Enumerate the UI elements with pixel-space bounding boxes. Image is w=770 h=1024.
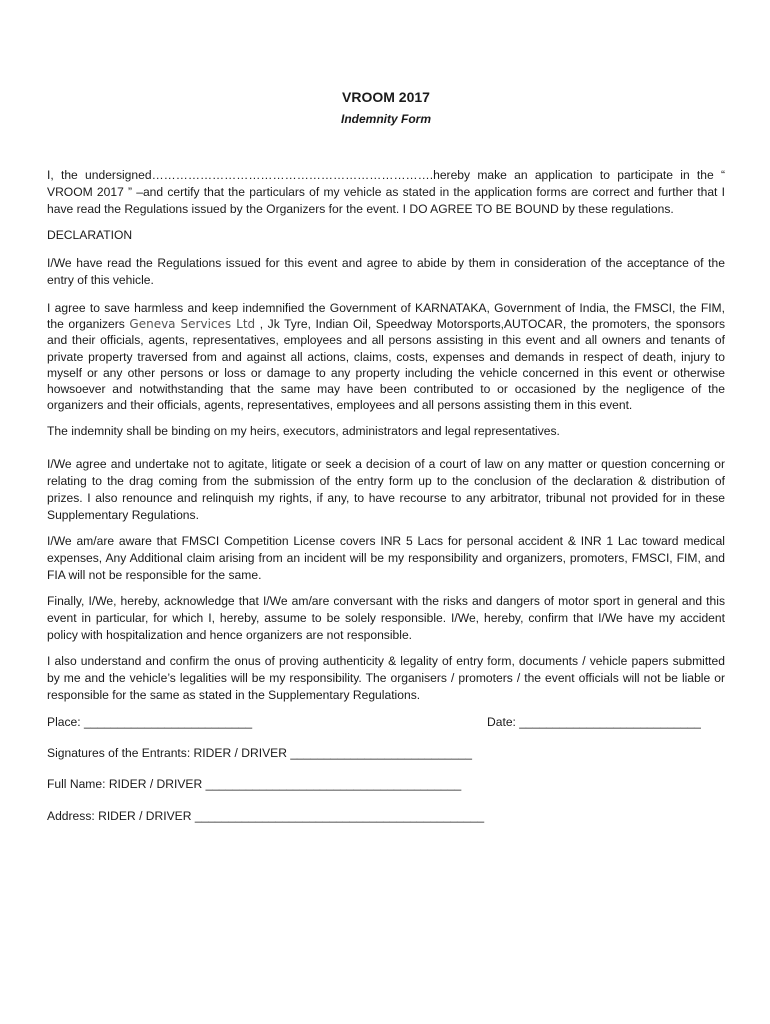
indemnity-form-page bbox=[47, 88, 725, 825]
authenticity-paragraph: I also understand and confirm the onus of proving authenticity & legality of entry form, documents / vehicle papers submitted by me and the vehicle’s legalities will be my responsibility. The organisers / promoters / the event officials will not be liable or responsible for the same as stated in the Supplementary Regulations. bbox=[47, 654, 725, 703]
risk-acknowledgement-paragraph: Finally, I/We, hereby, acknowledge that I/We am/are conversant with the risks and dangers of motor sport in general and this event in particular, for which I, hereby, assume to be solely responsible. I/We, hereby, confirm that I/We have my accident policy with hospitalization and hence organizers are not responsible. bbox=[47, 594, 725, 643]
organizer-name: Geneva Services Ltd bbox=[129, 317, 256, 332]
intro-paragraph: I, the undersigned…………………………………………………………….hereby make an application to participate in the “ VROOM 2017 ” –and certify that the particulars of my vehicle as stated in the application forms are correct and further that I have read the Regulations issued by the Organizers for the event. I DO AGREE TO BE BOUND by these regulations. bbox=[47, 168, 725, 216]
license-coverage-paragraph: I/We am/are aware that FMSCI Competition License covers INR 5 Lacs for personal accident & INR 1 Lac toward medical expenses, Any Additional claim arising from an incident will be my responsibility and organizers, promoters, FMSCI, FIM, and FIA will not be responsible for the same. bbox=[47, 534, 725, 583]
indemnify-paragraph bbox=[47, 300, 725, 413]
document-title: VROOM 2017 bbox=[342, 89, 430, 105]
place-date-row bbox=[47, 714, 725, 731]
full-name-field[interactable]: Full Name: RIDER / DRIVER ______________________________________ bbox=[47, 777, 462, 792]
address-field[interactable]: Address: RIDER / DRIVER ___________________________________________ bbox=[47, 809, 485, 824]
declaration-heading: DECLARATION bbox=[47, 228, 133, 242]
place-field[interactable]: Place: _________________________ bbox=[47, 715, 253, 730]
signature-field[interactable]: Signatures of the Entrants: RIDER / DRIVER ___________________________ bbox=[47, 746, 472, 761]
indemnify-text-part1: I agree to save harmless and keep indemnified the Government of KARNATAKA, Government of India, the FMSCI, the FIM, the organizers bbox=[47, 301, 725, 332]
document-subtitle: Indemnity Form bbox=[340, 112, 431, 126]
date-field[interactable]: Date: ___________________________ bbox=[487, 715, 701, 730]
binding-paragraph: The indemnity shall be binding on my heirs, executors, administrators and legal representatives. bbox=[47, 424, 560, 439]
no-litigation-paragraph: I/We agree and undertake not to agitate, litigate or seek a decision of a court of law on any matter or question concerning or relating to the drag coming from the submission of the entry form up to the conclusion of the declaration & distribution of prizes. I also renounce and relinquish my rights, if any, to have recourse to any arbitrator, tribunal not provided for in these Supplementary Regulations. bbox=[47, 457, 725, 523]
indemnify-text-part2: , Jk Tyre, Indian Oil, Speedway Motorsports,AUTOCAR, the promoters, the sponsors and their officials, agents, representatives, employees and all persons assisting in this event and all owners and tenants of private property traversed from and against all actions, claims, costs, expenses and demands in respect of death, injury to myself or any other persons or loss or damage to any property including the vehicle concerned in this event or otherwise howsoever and notwithstanding that the same may have been contributed to or occasioned by the negligence of the organizers and their officials, agents, representatives, employees and all persons assisting them in this event. bbox=[47, 317, 725, 413]
read-regulations-paragraph: I/We have read the Regulations issued for this event and agree to abide by them in consideration of the acceptance of the entry of this vehicle. bbox=[47, 256, 725, 287]
